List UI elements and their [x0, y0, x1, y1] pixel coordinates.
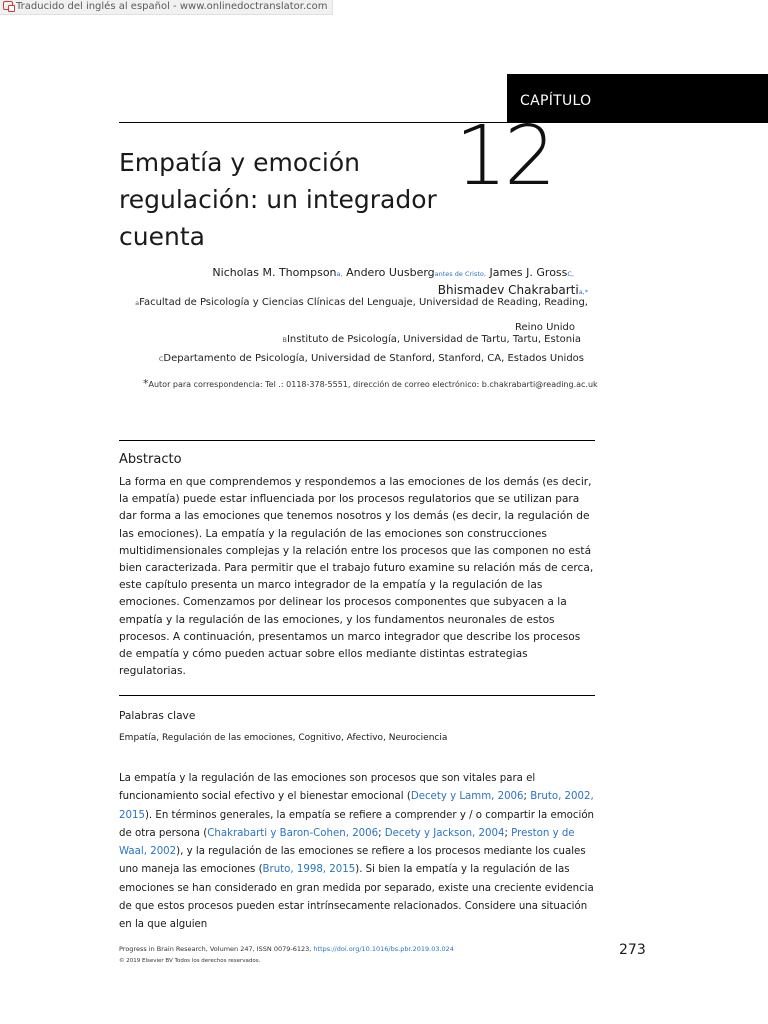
chapter-title-line-3: cuenta: [119, 222, 205, 251]
body-paragraph: [119, 770, 595, 935]
abstract-text: La forma en que comprendemos y respondemos a las emociones de los demás (es decir, la empatía) puede estar influenciada por los procesos regulatorios que se utilizan para dar forma a las emociones que tenemos nosotros y los demás (es decir, la regulación de las emociones). La empatía y la regulación de las emociones son construcciones multidimensionales complejas y la relación entre los procesos que las componen no está bien caracterizada. Para permitir que el trabajo futuro examine su relación más de cerca, este capítulo presenta un marco integrador de la empatía y la regulación de las emociones. Comenzamos por delinear los procesos componentes que subyacen a la empatía y la regulación de las emociones, y los fundamentos neuronales de estos procesos. A continuación, presentamos un marco integrador que describe los procesos de empatía y cómo pueden actuar sobre ellos mediante distintas estrategias regulatorias.: [119, 476, 594, 678]
citation-link[interactable]: Decety y Lamm, 2006: [410, 791, 524, 803]
abstract-heading: Abstracto: [119, 452, 182, 467]
affiliation-mark: C: [158, 355, 164, 363]
affiliation-text: Instituto de Psicología, Universidad de Tartu, Tartu, Estonia: [286, 334, 581, 345]
author-affiliation-link[interactable]: C,: [567, 270, 574, 278]
keywords-top-rule: [119, 695, 595, 696]
abstract-top-rule: [119, 440, 595, 441]
correspondence-mark: *: [143, 377, 149, 390]
author-line-2: [438, 283, 588, 297]
citation-link[interactable]: Bruto, 2002, 2015: [119, 791, 594, 821]
doi-link[interactable]: https://doi.org/10.1016/bs.pbr.2019.03.024: [313, 945, 454, 953]
affiliation-mark: a: [135, 299, 140, 307]
citation-link[interactable]: Preston y de Waal, 2002: [119, 827, 575, 858]
affiliation-b: [282, 334, 581, 345]
affiliation-mark: B: [282, 336, 287, 344]
footer-journal-text: Progress in Brain Research, Volumen 247, ISSN 0079-6123,: [119, 945, 314, 953]
chapter-title-line-1: Empatía y emoción: [119, 148, 360, 177]
affiliation-a: [135, 297, 588, 308]
body-text-segment: La empatía y la regulación de las emociones son procesos que son vitales para el funcionamiento social efectivo y el bienestar emocional (: [119, 773, 536, 803]
author-line-1: [212, 266, 574, 279]
document-translate-icon: [3, 1, 13, 10]
author-affiliation-link[interactable]: antes de Cristo,: [434, 270, 486, 278]
body-text-segment: ), y la regulación de las emociones se refiere a los procesos mediante los cuales uno maneja las emociones (: [119, 846, 586, 876]
author-name: Bhismadev Chakrabarti: [437, 283, 579, 297]
footer-journal-info: [119, 945, 454, 953]
correspondence-note: [143, 377, 598, 390]
correspondence-text: Autor para correspondencia: Tel .: 0118-378-5551, dirección de correo electrónico: b.chakrabarti@reading.ac.uk: [148, 380, 598, 389]
author-affiliation-link[interactable]: a,*: [578, 288, 588, 296]
author-name: James J. Gross: [489, 266, 568, 279]
chapter-label: CAPÍTULO: [520, 93, 592, 109]
affiliation-text: Departamento de Psicología, Universidad de Stanford, Stanford, CA, Estados Unidos: [163, 353, 584, 364]
translator-banner-text: Traducido del inglés al español - www.onlinedoctranslator.com: [16, 1, 328, 12]
body-text-segment: ). En términos generales, la empatía se refiere a comprender y / o compartir la emoción de otra persona (: [119, 809, 595, 839]
page-number: 273: [619, 942, 646, 958]
author-name: Andero Uusberg: [346, 266, 435, 279]
body-text-segment: ;: [523, 791, 531, 803]
footer-copyright: © 2019 Elsevier BV Todos los derechos reservados.: [119, 958, 261, 964]
chapter-number: 12: [455, 109, 554, 204]
citation-link[interactable]: Decety y Jackson, 2004: [384, 827, 505, 839]
body-text-segment: ). Si bien la empatía y la regulación de las emociones se han considerado en gran medida por separado, existe una creciente evidencia de que estos procesos pueden estar intrínsecamente relacionados. Considere una situación en la que alguien: [119, 864, 594, 931]
author-name: Nicholas M. Thompson: [212, 266, 337, 279]
chapter-title: [119, 144, 459, 255]
keywords-list: Empatía, Regulación de las emociones, Cognitivo, Afectivo, Neurociencia: [119, 733, 448, 743]
chapter-title-line-2: regulación: un integrador: [119, 185, 437, 214]
citation-link[interactable]: Bruto, 1998, 2015: [262, 864, 356, 876]
affiliation-text: Facultad de Psicología y Ciencias Clínicas del Lenguaje, Universidad de Reading, Reading,: [139, 297, 588, 308]
keywords-heading: Palabras clave: [119, 710, 196, 722]
affiliation-a-continued: Reino Unido: [515, 322, 575, 333]
body-text-segment: ;: [504, 827, 512, 839]
citation-link[interactable]: Chakrabarti y Baron-Cohen, 2006: [207, 827, 379, 839]
translator-banner[interactable]: [0, 0, 333, 15]
author-affiliation-link[interactable]: a,: [336, 270, 343, 278]
body-text-segment: ;: [378, 827, 385, 839]
affiliation-c: [159, 353, 584, 364]
